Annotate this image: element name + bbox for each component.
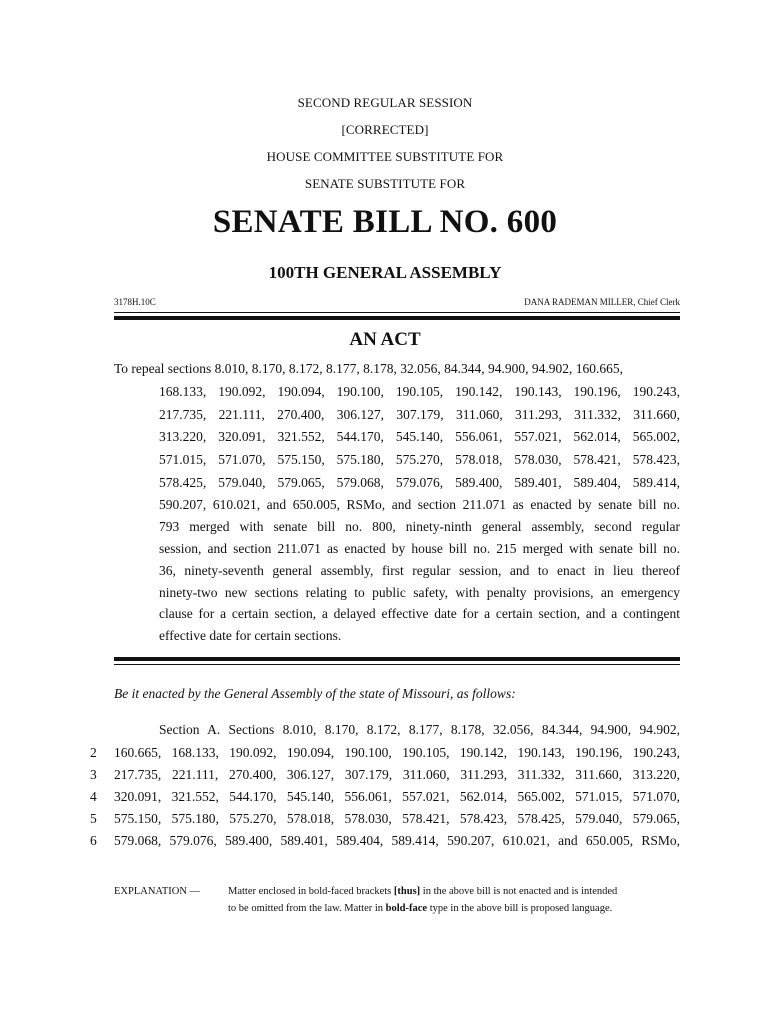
act-line: 578.425, 579.040, 579.065, 579.068, 579.076, 589.400, 589.401, 589.404, 589.414,: [159, 475, 680, 490]
section-a-line: 160.665, 168.133, 190.092, 190.094, 190.100, 190.105, 190.142, 190.143, 190.196, 190.243,: [114, 745, 680, 760]
act-line: 793 merged with senate bill no. 800, ninety-ninth general assembly, second regular: [159, 519, 680, 534]
explanation-text: to be omitted from the law. Matter in: [228, 903, 386, 914]
divider-thin-top: [114, 312, 680, 313]
bracket-example: [thus]: [393, 886, 421, 897]
line-number: 3: [90, 767, 97, 782]
act-line: 168.133, 190.092, 190.094, 190.100, 190.105, 190.142, 190.143, 190.196, 190.243,: [159, 384, 680, 399]
act-heading: AN ACT: [349, 329, 421, 350]
act-line: 590.207, 610.021, and 650.005, RSMo, and section 211.071 as enacted by senate bill no.: [159, 497, 680, 512]
act-line: clause for a certain section, a delayed effective date for a certain section, and a contingent: [159, 606, 680, 621]
bill-title: SENATE BILL NO. 600: [212, 204, 558, 240]
line-number: 5: [90, 811, 97, 826]
explanation-text: in the above bill is not enacted and is intended: [420, 886, 618, 897]
section-a-line: 217.735, 221.111, 270.400, 306.127, 307.179, 311.060, 311.293, 311.332, 311.660, 313.220,: [114, 767, 680, 782]
enacting-clause: Be it enacted by the General Assembly of the state of Missouri, as follows:: [114, 686, 516, 701]
explanation-text: Matter enclosed in bold-faced brackets: [228, 886, 394, 897]
act-line-last: effective date for certain sections.: [159, 628, 342, 643]
explanation-line-1: [228, 886, 617, 897]
divider-thick-top: [114, 316, 680, 320]
line-number: 2: [90, 745, 97, 760]
divider-thin-bottom: [114, 664, 680, 665]
section-a-line: Section A. Sections 8.010, 8.170, 8.172, 8.177, 8.178, 32.056, 84.344, 94.900, 94.902,: [159, 722, 680, 737]
explanation-label: EXPLANATION —: [114, 886, 201, 897]
boldface-example: bold-face: [385, 903, 428, 914]
act-line: To repeal sections 8.010, 8.170, 8.172, 8.177, 8.178, 32.056, 84.344, 94.900, 94.902, 160.665,: [114, 361, 624, 376]
explanation-line-2: [228, 903, 612, 914]
document-code: 3178H.10C: [114, 297, 156, 307]
session-label: SECOND REGULAR SESSION: [297, 95, 473, 110]
section-a-line: 575.150, 575.180, 575.270, 578.018, 578.030, 578.421, 578.423, 578.425, 579.040, 579.065,: [114, 811, 680, 826]
explanation-text: type in the above bill is proposed language.: [427, 903, 613, 914]
act-line: 36, ninety-seventh general assembly, first regular session, and to enact in lieu thereof: [159, 563, 680, 578]
section-a-line: 579.068, 579.076, 589.400, 589.401, 589.404, 589.414, 590.207, 610.021, and 650.005, RSMo,: [114, 833, 680, 848]
act-line: 217.735, 221.111, 270.400, 306.127, 307.179, 311.060, 311.293, 311.332, 311.660,: [159, 407, 680, 422]
corrected-label: [CORRECTED]: [341, 122, 429, 137]
act-line: 313.220, 320.091, 321.552, 544.170, 545.140, 556.061, 557.021, 562.014, 565.002,: [159, 429, 680, 444]
divider-thick-bottom: [114, 657, 680, 661]
substitute-label-1: HOUSE COMMITTEE SUBSTITUTE FOR: [266, 149, 504, 164]
chief-clerk: DANA RADEMAN MILLER, Chief Clerk: [524, 297, 680, 307]
act-line: session, and section 211.071 as enacted by house bill no. 215 merged with senate bill no.: [159, 541, 680, 556]
act-line: ninety-two new sections relating to public safety, with penalty provisions, an emergency: [159, 585, 680, 600]
act-line: 571.015, 571.070, 575.150, 575.180, 575.270, 578.018, 578.030, 578.421, 578.423,: [159, 452, 680, 467]
line-number: 6: [90, 833, 97, 848]
substitute-label-2: SENATE SUBSTITUTE FOR: [304, 176, 466, 191]
section-a-line: 320.091, 321.552, 544.170, 545.140, 556.061, 557.021, 562.014, 565.002, 571.015, 571.070,: [114, 789, 680, 804]
general-assembly: 100TH GENERAL ASSEMBLY: [268, 263, 502, 282]
line-number: 4: [90, 789, 97, 804]
